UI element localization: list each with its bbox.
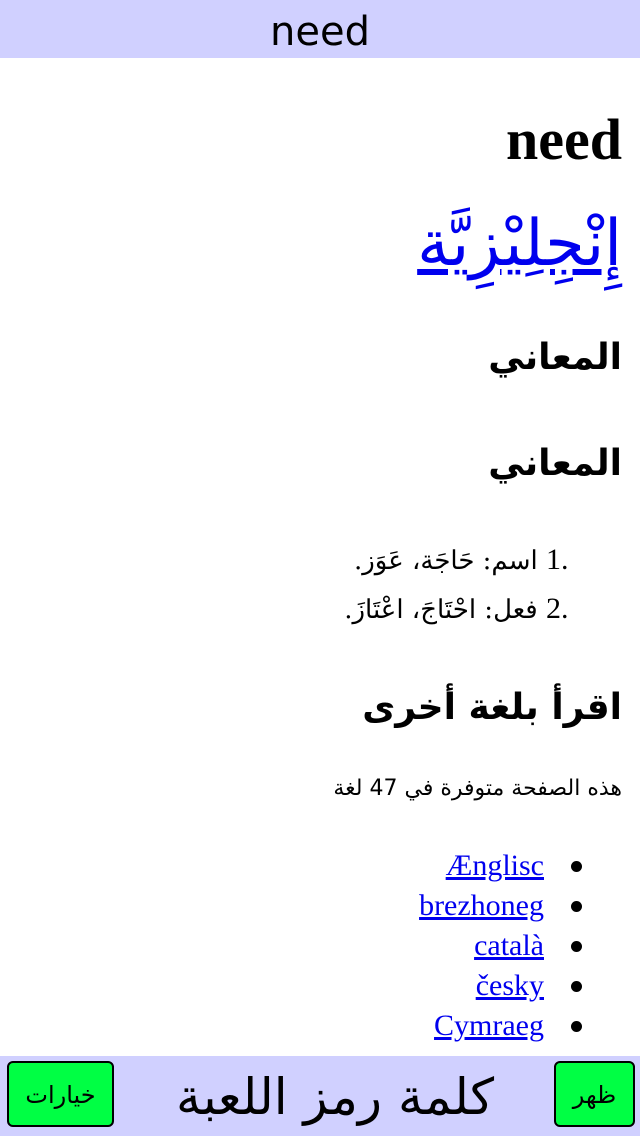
language-link-item[interactable]: català bbox=[474, 929, 544, 962]
game-title: كلمة رمز اللعبة bbox=[175, 1068, 495, 1126]
top-bar-title: need bbox=[270, 9, 370, 55]
meaning-list bbox=[18, 536, 622, 634]
language-list-item bbox=[18, 926, 544, 966]
meaning-number: 2. bbox=[546, 592, 569, 625]
meaning-item bbox=[18, 536, 582, 585]
top-bar bbox=[0, 0, 640, 58]
other-languages-heading: اقرأ بلغة أخرى bbox=[362, 687, 622, 728]
meanings-heading: المعاني bbox=[488, 337, 622, 378]
meanings-subheading: المعاني bbox=[488, 443, 622, 484]
show-button[interactable]: ظهر bbox=[554, 1061, 635, 1127]
meaning-number: 1. bbox=[546, 543, 569, 576]
content-scroll-area[interactable] bbox=[0, 58, 640, 1056]
language-list-item bbox=[18, 1006, 544, 1046]
options-button[interactable]: خيارات bbox=[7, 1061, 114, 1127]
language-link-item[interactable]: Ænglisc bbox=[445, 849, 544, 882]
meaning-text: اسم: حَاجَة، عَوَز. bbox=[353, 546, 538, 576]
language-list bbox=[18, 846, 622, 1046]
language-list-item bbox=[18, 886, 544, 926]
word-title: need bbox=[506, 107, 622, 172]
meaning-item bbox=[18, 585, 582, 634]
languages-available-note: هذه الصفحة متوفرة في 47 لغة bbox=[333, 776, 622, 801]
bullet-icon bbox=[571, 981, 582, 992]
meaning-text: فعل: احْتَاجَ، اعْتَازَ. bbox=[344, 595, 538, 625]
bullet-icon bbox=[571, 1021, 582, 1032]
language-list-item bbox=[18, 966, 544, 1006]
bullet-icon bbox=[571, 941, 582, 952]
language-link-item[interactable]: Cymraeg bbox=[434, 1009, 544, 1042]
language-list-item bbox=[18, 846, 544, 886]
language-link-item[interactable]: brezhoneg bbox=[419, 889, 544, 922]
language-link[interactable]: إِنْجِلِيْزِيَّة bbox=[417, 207, 622, 281]
language-link-item[interactable]: česky bbox=[475, 969, 544, 1002]
bottom-bar bbox=[0, 1056, 640, 1136]
bullet-icon bbox=[571, 901, 582, 912]
bullet-icon bbox=[571, 861, 582, 872]
